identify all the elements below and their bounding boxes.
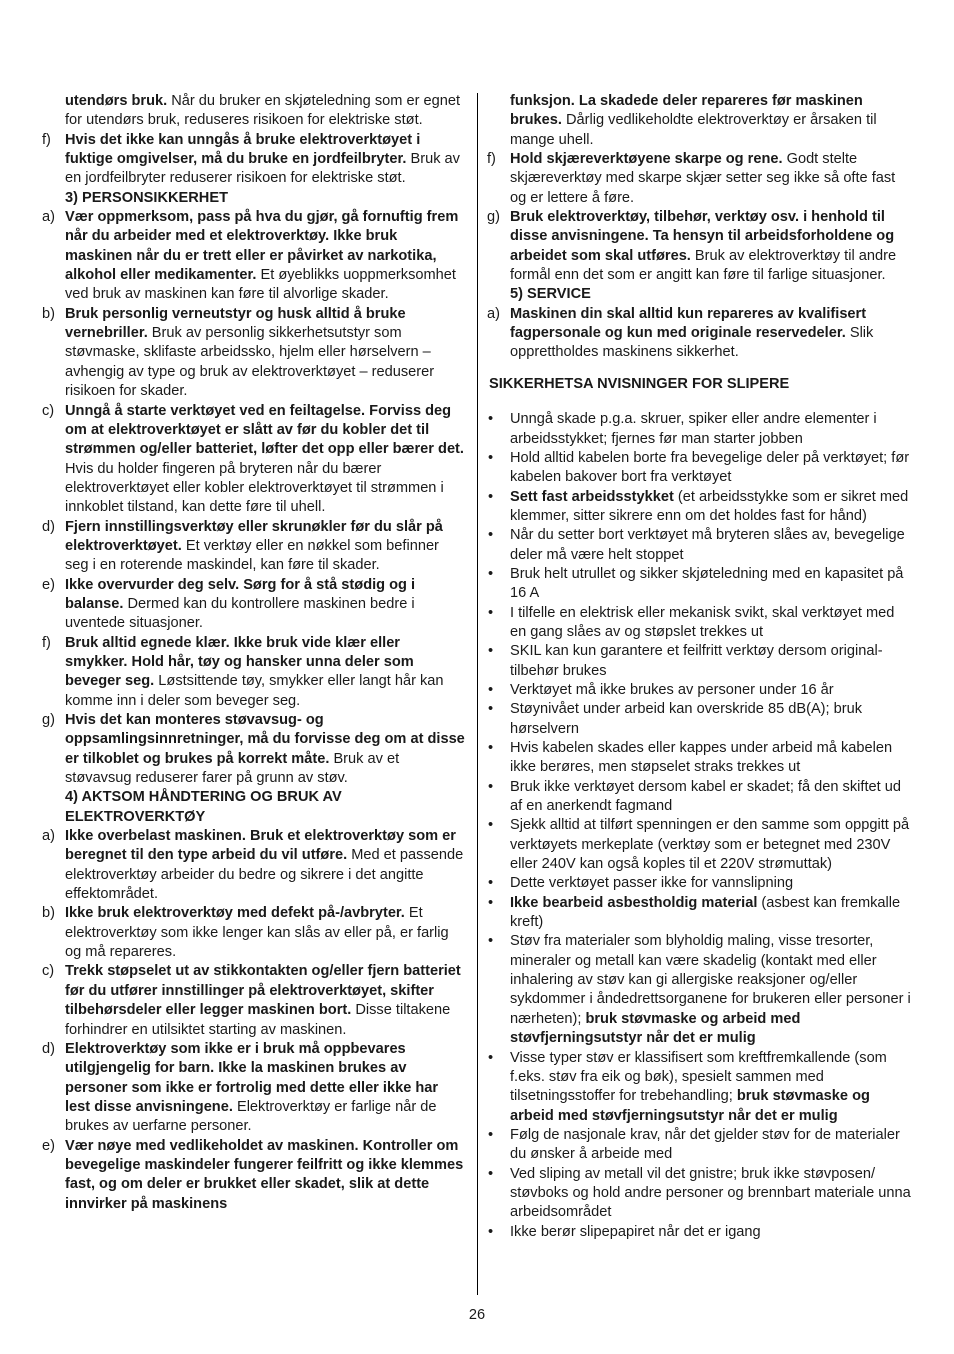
item-text: Et verktøy eller en nøkkel som befinner seg i en roterende maskindel, kan føre til skader. [65,537,439,574]
bullet-icon: • [488,1223,494,1240]
list-item [42,576,466,634]
bullet-item [487,642,911,681]
bullet-item [487,449,911,488]
bullet-bold-text: Sett fast arbeidsstykket [510,488,674,505]
bullet-text: Støynivået under arbeid kan overskride 85 dB(A); bruk hørselvern [510,701,863,737]
bullet-icon: • [488,894,494,911]
list-item [42,904,466,962]
bullet-text: Sjekk alltid at tilført spenningen er den samme som oppgitt på verktøyets merkeplate (verktøy som er betegnet med 230V eller 240V kan også koples til et 220V strømuttak) [510,817,910,873]
bullet-icon: • [488,681,494,698]
page-number: 26 [468,1307,486,1323]
item-bold-text: Ikke overbelast maskinen. Bruk et elektroverktøy som er beregnet til den type arbeid du vil utføre. [65,828,456,864]
item-label: c) [42,402,55,419]
bullet-text: Bruk ikke verktøyet dersom kabel er skadet; få den skiftet ud af en anerkendt fagmand [510,778,901,815]
item-bold-text: Vær nøye med vedlikeholdet av maskinen. Kontroller om bevegelige maskindeler fungerer feilfritt og ikke klemmes fast, og om deler er brukket eller skadet, slik at dette innvirker på maskinens [65,1137,464,1212]
item-text: Når du bruker en skjøteledning som er egnet for utendørs bruk, reduseres risikoen for elektriske støt. [65,93,461,129]
item-label: f) [42,131,51,148]
item-bold-text: Ikke bruk elektroverktøy med defekt på-/avbryter. [65,905,405,922]
item-text: Bruk av personlig sikkerhetsutstyr som støvmaske, sklifaste arbeidssko, hjelm eller hørselvern – avhengig av type og bruk av elektroverktøyet – reduserer risikoen for skader. [65,325,435,400]
item-label: c) [42,963,55,980]
item-bold-text: Maskinen din skal alltid kun repareres av kvalifisert fagpersonale og kun med originale reservedeler. [510,305,867,342]
list-item [42,208,466,305]
bullet-item [487,488,911,527]
item-label: a) [42,209,55,226]
item-label: b) [42,905,55,922]
item-text: Løstsittende tøy, smykker eller langt hår kan komme inn i deler som beveger seg. [65,673,444,709]
item-bold-text: Bruk personlig verneutstyr og husk alltid å bruke vernebriller. [65,305,406,342]
item-label: b) [42,305,55,322]
bullet-item [487,410,911,449]
bullet-icon: • [488,740,494,756]
right-items [487,92,911,363]
item-bold-text: Hvis det kan monteres støvavsug- og oppsamlingsinnretninger, må du forvisse deg om at disse er tilkoblet og brukes på korrekt måte. [65,712,465,767]
item-bold-text: Ikke overvurder deg selv. Sørg for å stå stødig og i balanse. [65,576,416,612]
bullet-text: (asbest kan fremkalle kreft) [510,894,901,931]
item-bold-text: Hvis det ikke kan unngås å bruke elektroverktøyet i fuktige omgivelser, må du bruke en jordfeilbryter. [65,131,421,168]
item-text: Bruk av en jordfeilbryter reduserer risikoen for elektriske støt. [65,151,460,187]
bullet-item [487,778,911,817]
bullet-bold-text: Ikke bearbeid asbestholdig material [510,894,758,911]
bullet-text: Hvis kabelen skades eller kappes under arbeid må kabelen ikke berøres, men støpselet straks trekkes ut [510,740,893,776]
bullet-item [487,1049,911,1126]
item-label: d) [42,1040,55,1057]
left-column [42,92,466,1214]
item-bold-text: Unngå å starte verktøyet ved en feiltagelse. Forviss deg om at elektroverktøyet er slått av før du kobler det til strømmen og/eller batteriet, løfter det opp eller bærer det. [65,402,464,458]
bullet-text: SKIL kan kun garantere et feilfritt verktøy dersom original-tilbehør brukes [510,643,883,679]
bullet-icon: • [488,778,494,795]
bullet-item [487,681,911,700]
column-divider [477,93,478,1295]
item-text: Dårlig vedlikeholdte elektroverktøy er årsaken til mange uhell. [510,112,877,148]
item-bold-text: Bruk elektroverktøy, tilbehør, verktøy osv. i henhold til disse anvisningene. Ta hensyn til arbeidsforholdene og arbeidet som skal utføres. [510,209,895,264]
list-item [42,518,466,576]
item-label: g) [487,209,500,226]
bullet-item [487,739,911,778]
bullet-item [487,894,911,933]
item-bold-text: Hold skjæreverktøyene skarpe og rene. [510,151,783,168]
item-bold-text: Elektroverktøy som ikke er i bruk må oppbevares utilgjengelig for barn. Ikke la maskinen brukes av personer som ikke er fortrolig med dette eller ikke har lest disse anvisningene. [65,1040,439,1115]
bullet-icon: • [488,701,494,718]
bullet-item [487,1223,911,1242]
bullet-icon: • [488,449,494,466]
right-column [487,92,911,1242]
list-item [42,711,466,788]
bullet-icon: • [488,817,494,834]
item-text: Elektroverktøy er farlige når de brukes av uerfarne personer. [65,1098,437,1135]
item-text: Bruk av et støvavsug reduserer farer på grunn av støv. [65,750,400,787]
item-label: f) [42,634,51,651]
item-text: Disse tiltakene forhindrer en utilsiktet starting av maskinen. [65,1002,451,1038]
bullet-icon: • [488,604,494,621]
bullet-text: Støv fra materialer som blyholdig maling, visse tresorter, mineraler og metall kan være skadelig (kontakt med eller inhalering av støv kan gi allergiske reaksjoner og/eller sykdommer i åndedrettsorganene for brukeren eller personer i nærheten); [510,933,911,1027]
item-bold-text: Vær oppmerksom, pass på hva du gjør, gå fornuftig frem når du arbeider med et elektroverktøy. Ikke bruk maskinen når du er trett eller er påvirket av narkotika, alkohol eller medikamenter. [65,209,459,284]
item-bold-text: Trekk støpselet ut av stikkontakten og/eller fjern batteriet før du utfører innstillinger på elektroverktøyet, skifter tilbehørsdeler eller legger maskinen bort. [65,963,461,1019]
bullet-icon: • [488,1165,494,1182]
item-text: Hvis du holder fingeren på bryteren når du bærer elektroverktøyet eller kobler elektroverktøyet til strømmen i innkoblet tilstand, kan dette føre til uhell. [65,460,444,516]
bullet-bold-text: bruk støvmaske og arbeid med støvfjerningsutstyr når det er mulig [510,1010,801,1047]
bullet-icon: • [488,933,494,950]
bullet-icon: • [488,411,494,428]
bullet-item [487,1126,911,1165]
bullet-item [487,604,911,643]
bullet-text: Ikke berør slipepapiret når det er igang [510,1223,761,1240]
bullet-text: Dette verktøyet passer ikke for vannslipning [510,875,794,892]
bullet-text: Hold alltid kabelen borte fra bevegelige deler på verktøyet; før kabelen bakover bort fra verktøyet [510,449,910,486]
bullet-item [487,565,911,604]
bullet-list [487,410,911,1242]
item-label: a) [487,305,500,322]
list-item [487,305,911,363]
item-text: Et øyeblikks uoppmerksomhet ved bruk av maskinen kan føre til alvorlige skader. [65,267,456,303]
bullet-item [487,816,911,874]
item-label: a) [42,828,55,845]
bullet-text: Ved sliping av metall vil det gnistre; bruk ikke støvposen/ støvboks og hold andre personer og brennbart materiale unna arbeidsområdet [510,1165,911,1221]
list-item [42,305,466,402]
bullet-text: I tilfelle en elektrisk eller mekanisk svikt, skal verktøyet med en gang slåes av og støpslet trekkes ut [510,604,895,640]
bullet-text: Visse typer støv er klassifisert som kreftfremkallende (som f.eks. støv fra eik og bøk), spesielt sammen med tilsetningsstoffer for trebehandling; [510,1049,887,1105]
item-text: Godt stelte skjæreverktøy med skarpe skjær setter seg ikke så ofte fast og er lettere å føre. [510,151,896,206]
item-text: Slik opprettholdes maskinens sikkerhet. [510,325,874,361]
item-bold-text: utendørs bruk. [65,93,168,109]
item-bold-text: Bruk alltid egnede klær. Ikke bruk vide klær eller smykker. Hold hår, tøy og hansker unna deler som beveger seg. [65,634,414,690]
list-item [42,1040,466,1137]
bullet-text: Følg de nasjonale krav, når det gjelder støv for de materialer du ønsker å arbeide med [510,1126,900,1163]
item-text: Bruk av elektroverktøy til andre formål enn det som er angitt kan føre til farlige situasjoner. [510,247,897,284]
bullet-text: Når du setter bort verktøyet må bryteren slåes av, bevegelige deler må være helt stoppet [510,527,905,563]
bullet-item [487,1165,911,1223]
bullet-text: Bruk helt utrullet og sikker skjøteledning med en kapasitet på 16 A [510,565,904,602]
list-item [42,634,466,711]
section-heading: SIKKERHETSA NVISNINGER FOR SLIPERE [489,375,790,392]
bullet-text: Verktøyet må ikke brukes av personer under 16 år [510,681,834,698]
bullet-icon: • [488,565,494,582]
item-label: e) [42,576,55,593]
item-text: Et elektroverktøy som ikke lenger kan slås av eller på, er farlig og må repareres. [65,905,449,961]
bullet-item [487,874,911,893]
item-label: d) [42,518,55,535]
bullet-icon: • [488,1126,494,1143]
list-item [487,150,911,208]
list-item [42,92,466,131]
section-heading: 5) SERVICE [510,286,591,303]
item-text: Med et passende elektroverktøy arbeider du bedre og sikrere i det angitte effektområdet. [65,847,464,903]
list-item [42,827,466,904]
list-item [42,1137,466,1214]
list-item [42,962,466,1039]
bullet-icon: • [488,1049,494,1066]
item-label: f) [487,151,496,168]
item-bold-text: funksjon. La skadede deler repareres før maskinen brukes. [510,93,863,129]
list-item [487,92,911,150]
section-heading: 4) AKTSOM HÅNDTERING OG BRUK AV ELEKTROVERKTØY [65,789,342,825]
section-heading: 3) PERSONSIKKERHET [65,189,228,206]
bullet-item [487,700,911,739]
bullet-icon: • [488,875,494,892]
item-label: e) [42,1137,55,1154]
bullet-icon: • [488,643,494,660]
item-text: Dermed kan du kontrollere maskinen bedre i uventede situasjoner. [65,595,415,632]
bullet-item [487,932,911,1048]
bullet-icon: • [488,488,494,505]
list-item [487,208,911,285]
item-bold-text: Fjern innstillingsverktøy eller skrunøkler før du slår på elektroverktøyet. [65,518,443,554]
bullet-item [487,526,911,565]
bullet-icon: • [488,527,494,544]
bullet-text: Unngå skade p.g.a. skruer, spiker eller andre elementer i arbeidsstykket; fjernes før man starter jobben [510,411,877,447]
bullet-text: (et arbeidsstykke som er sikret med klemmer, sitter sikrere enn om det holdes fast for hånd) [510,488,909,524]
list-item [42,131,466,189]
list-item [42,402,466,518]
item-label: g) [42,712,55,728]
bullet-bold-text: bruk støvmaske og arbeid med støvfjerningsutstyr når det er mulig [510,1088,870,1124]
